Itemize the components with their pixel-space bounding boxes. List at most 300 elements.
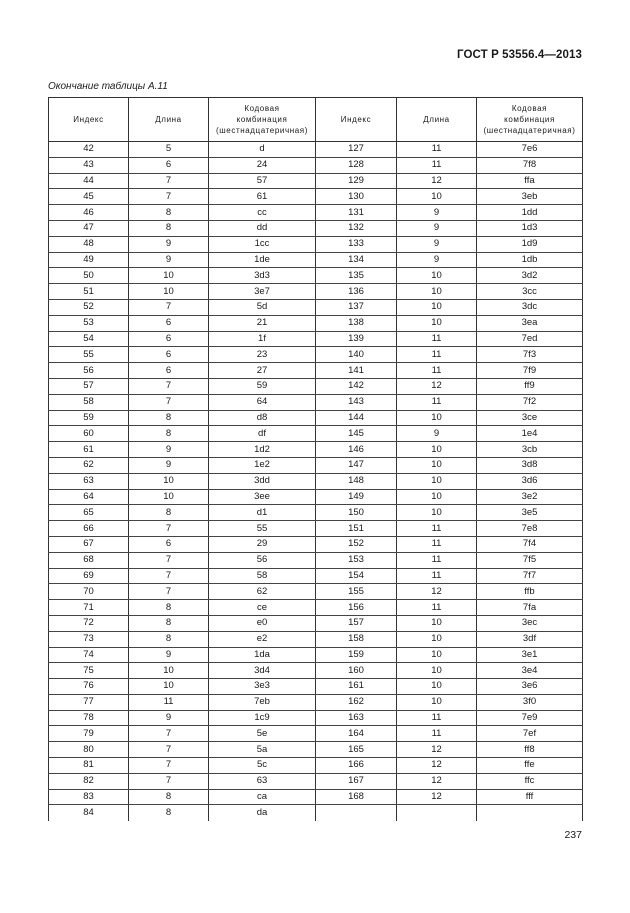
length-right-cell: 10 bbox=[397, 473, 477, 489]
code-right-cell: 7f2 bbox=[477, 394, 583, 410]
length-right-cell: 9 bbox=[397, 252, 477, 268]
table-row bbox=[49, 363, 583, 379]
index-left-cell: 68 bbox=[49, 552, 129, 568]
length-left-cell: 6 bbox=[129, 331, 209, 347]
table-row bbox=[49, 442, 583, 458]
code-right-cell: 3ea bbox=[477, 315, 583, 331]
header-code-right bbox=[477, 98, 583, 142]
code-right-cell: 3cb bbox=[477, 442, 583, 458]
index-left-cell: 44 bbox=[49, 173, 129, 189]
table-row bbox=[49, 299, 583, 315]
index-right-cell: 150 bbox=[316, 505, 397, 521]
table-row bbox=[49, 758, 583, 774]
table-row bbox=[49, 584, 583, 600]
index-left-cell: 82 bbox=[49, 773, 129, 789]
table-row bbox=[49, 521, 583, 537]
code-right-cell: 7e6 bbox=[477, 142, 583, 158]
code-right-cell: 7f5 bbox=[477, 552, 583, 568]
table-row bbox=[49, 410, 583, 426]
header-code-line3: (шестнадцатеричная) bbox=[216, 126, 308, 135]
table-row bbox=[49, 347, 583, 363]
code-left-cell: 27 bbox=[209, 363, 316, 379]
table-row bbox=[49, 157, 583, 173]
code-left-cell: 64 bbox=[209, 394, 316, 410]
code-left-cell: 56 bbox=[209, 552, 316, 568]
length-left-cell: 9 bbox=[129, 647, 209, 663]
table-row bbox=[49, 173, 583, 189]
length-right-cell: 11 bbox=[397, 142, 477, 158]
index-right-cell: 139 bbox=[316, 331, 397, 347]
length-right-cell: 11 bbox=[397, 726, 477, 742]
index-left-cell: 58 bbox=[49, 394, 129, 410]
length-left-cell: 8 bbox=[129, 805, 209, 822]
index-right-cell: 154 bbox=[316, 568, 397, 584]
length-left-cell: 8 bbox=[129, 505, 209, 521]
length-right-cell: 9 bbox=[397, 220, 477, 236]
code-right-cell: 3d2 bbox=[477, 268, 583, 284]
length-right-cell: 10 bbox=[397, 299, 477, 315]
length-right-cell bbox=[397, 805, 477, 822]
code-right-cell: ff8 bbox=[477, 742, 583, 758]
index-left-cell: 43 bbox=[49, 157, 129, 173]
length-right-cell: 10 bbox=[397, 694, 477, 710]
table-row bbox=[49, 536, 583, 552]
index-left-cell: 56 bbox=[49, 363, 129, 379]
code-right-cell: 3e5 bbox=[477, 505, 583, 521]
index-right-cell: 133 bbox=[316, 236, 397, 252]
code-left-cell: 59 bbox=[209, 378, 316, 394]
length-right-cell: 12 bbox=[397, 773, 477, 789]
index-left-cell: 71 bbox=[49, 600, 129, 616]
table-row bbox=[49, 205, 583, 221]
index-right-cell: 163 bbox=[316, 710, 397, 726]
header-code-left bbox=[209, 98, 316, 142]
header-code-line2: комбинация bbox=[504, 115, 555, 124]
table-row bbox=[49, 631, 583, 647]
table-row bbox=[49, 378, 583, 394]
index-right-cell: 128 bbox=[316, 157, 397, 173]
code-right-cell: 1e4 bbox=[477, 426, 583, 442]
code-right-cell: 3e1 bbox=[477, 647, 583, 663]
length-left-cell: 6 bbox=[129, 157, 209, 173]
length-right-cell: 9 bbox=[397, 236, 477, 252]
table-row bbox=[49, 457, 583, 473]
index-left-cell: 63 bbox=[49, 473, 129, 489]
length-right-cell: 11 bbox=[397, 710, 477, 726]
code-right-cell: 3e6 bbox=[477, 679, 583, 695]
length-right-cell: 12 bbox=[397, 173, 477, 189]
code-left-cell: 3d4 bbox=[209, 663, 316, 679]
code-left-cell: 5e bbox=[209, 726, 316, 742]
length-left-cell: 8 bbox=[129, 600, 209, 616]
header-length-left: Длина bbox=[129, 98, 209, 142]
table-header-row bbox=[49, 98, 583, 142]
index-right-cell: 129 bbox=[316, 173, 397, 189]
length-right-cell: 10 bbox=[397, 410, 477, 426]
index-left-cell: 49 bbox=[49, 252, 129, 268]
index-right-cell: 161 bbox=[316, 679, 397, 695]
table-row bbox=[49, 615, 583, 631]
table-row bbox=[49, 252, 583, 268]
length-right-cell: 10 bbox=[397, 631, 477, 647]
header-index-left: Индекс bbox=[49, 98, 129, 142]
code-right-cell: 3cc bbox=[477, 284, 583, 300]
code-left-cell: 21 bbox=[209, 315, 316, 331]
code-right-cell: 7e9 bbox=[477, 710, 583, 726]
index-right-cell: 159 bbox=[316, 647, 397, 663]
index-right-cell: 166 bbox=[316, 758, 397, 774]
length-left-cell: 8 bbox=[129, 220, 209, 236]
index-left-cell: 80 bbox=[49, 742, 129, 758]
length-right-cell: 10 bbox=[397, 457, 477, 473]
length-right-cell: 11 bbox=[397, 394, 477, 410]
length-left-cell: 7 bbox=[129, 189, 209, 205]
table-row bbox=[49, 773, 583, 789]
code-left-cell: 1e2 bbox=[209, 457, 316, 473]
index-right-cell: 153 bbox=[316, 552, 397, 568]
code-left-cell: 29 bbox=[209, 536, 316, 552]
index-left-cell: 83 bbox=[49, 789, 129, 805]
code-right-cell: 7ef bbox=[477, 726, 583, 742]
table-row bbox=[49, 426, 583, 442]
code-right-cell: 1dd bbox=[477, 205, 583, 221]
index-left-cell: 57 bbox=[49, 378, 129, 394]
table-caption: Окончание таблицы А.11 bbox=[48, 81, 168, 92]
code-left-cell: ca bbox=[209, 789, 316, 805]
length-right-cell: 12 bbox=[397, 758, 477, 774]
index-right-cell: 134 bbox=[316, 252, 397, 268]
length-right-cell: 11 bbox=[397, 536, 477, 552]
length-right-cell: 9 bbox=[397, 426, 477, 442]
table-row bbox=[49, 220, 583, 236]
length-right-cell: 11 bbox=[397, 552, 477, 568]
index-right-cell: 131 bbox=[316, 205, 397, 221]
code-right-cell: 7f9 bbox=[477, 363, 583, 379]
index-left-cell: 59 bbox=[49, 410, 129, 426]
length-right-cell: 10 bbox=[397, 615, 477, 631]
code-right-cell: 3df bbox=[477, 631, 583, 647]
index-left-cell: 62 bbox=[49, 457, 129, 473]
table-row bbox=[49, 805, 583, 822]
code-right-cell: 1d9 bbox=[477, 236, 583, 252]
length-right-cell: 9 bbox=[397, 205, 477, 221]
standard-designation: ГОСТ Р 53556.4—2013 bbox=[457, 49, 582, 61]
length-left-cell: 10 bbox=[129, 284, 209, 300]
length-right-cell: 12 bbox=[397, 742, 477, 758]
length-left-cell: 10 bbox=[129, 489, 209, 505]
length-left-cell: 6 bbox=[129, 363, 209, 379]
length-left-cell: 7 bbox=[129, 378, 209, 394]
code-left-cell: 23 bbox=[209, 347, 316, 363]
code-right-cell: 3dc bbox=[477, 299, 583, 315]
index-right-cell: 157 bbox=[316, 615, 397, 631]
length-left-cell: 8 bbox=[129, 631, 209, 647]
length-left-cell: 10 bbox=[129, 663, 209, 679]
index-right-cell: 130 bbox=[316, 189, 397, 205]
index-left-cell: 54 bbox=[49, 331, 129, 347]
index-left-cell: 72 bbox=[49, 615, 129, 631]
length-right-cell: 11 bbox=[397, 157, 477, 173]
index-left-cell: 77 bbox=[49, 694, 129, 710]
code-left-cell: 5c bbox=[209, 758, 316, 774]
table-row bbox=[49, 394, 583, 410]
length-right-cell: 11 bbox=[397, 600, 477, 616]
length-right-cell: 10 bbox=[397, 489, 477, 505]
index-left-cell: 48 bbox=[49, 236, 129, 252]
header-code-line1: Кодовая bbox=[244, 104, 280, 113]
length-left-cell: 9 bbox=[129, 710, 209, 726]
index-left-cell: 50 bbox=[49, 268, 129, 284]
length-left-cell: 7 bbox=[129, 552, 209, 568]
index-right-cell: 145 bbox=[316, 426, 397, 442]
length-right-cell: 10 bbox=[397, 647, 477, 663]
length-left-cell: 7 bbox=[129, 299, 209, 315]
length-right-cell: 11 bbox=[397, 347, 477, 363]
index-left-cell: 73 bbox=[49, 631, 129, 647]
length-left-cell: 5 bbox=[129, 142, 209, 158]
table-row bbox=[49, 742, 583, 758]
code-left-cell: 3ee bbox=[209, 489, 316, 505]
code-left-cell: 1c9 bbox=[209, 710, 316, 726]
index-right-cell: 151 bbox=[316, 521, 397, 537]
header-code-line2: комбинация bbox=[236, 115, 288, 124]
code-left-cell: da bbox=[209, 805, 316, 822]
table-row bbox=[49, 552, 583, 568]
index-right-cell: 149 bbox=[316, 489, 397, 505]
index-right-cell: 144 bbox=[316, 410, 397, 426]
index-right-cell: 147 bbox=[316, 457, 397, 473]
length-right-cell: 12 bbox=[397, 378, 477, 394]
code-left-cell: 57 bbox=[209, 173, 316, 189]
code-left-cell: 55 bbox=[209, 521, 316, 537]
length-right-cell: 10 bbox=[397, 189, 477, 205]
length-right-cell: 10 bbox=[397, 679, 477, 695]
length-left-cell: 11 bbox=[129, 694, 209, 710]
table-row bbox=[49, 789, 583, 805]
length-left-cell: 8 bbox=[129, 426, 209, 442]
header-length-right: Длина bbox=[397, 98, 477, 142]
table-row bbox=[49, 694, 583, 710]
code-table bbox=[48, 97, 583, 821]
index-left-cell: 46 bbox=[49, 205, 129, 221]
table-row bbox=[49, 142, 583, 158]
code-left-cell: 1da bbox=[209, 647, 316, 663]
index-right-cell: 127 bbox=[316, 142, 397, 158]
index-right-cell: 138 bbox=[316, 315, 397, 331]
code-left-cell: 61 bbox=[209, 189, 316, 205]
index-right-cell: 156 bbox=[316, 600, 397, 616]
index-left-cell: 75 bbox=[49, 663, 129, 679]
code-left-cell: 3dd bbox=[209, 473, 316, 489]
code-left-cell: 3d3 bbox=[209, 268, 316, 284]
table-row bbox=[49, 331, 583, 347]
code-right-cell: 3ce bbox=[477, 410, 583, 426]
length-right-cell: 10 bbox=[397, 505, 477, 521]
index-left-cell: 70 bbox=[49, 584, 129, 600]
code-right-cell bbox=[477, 805, 583, 822]
code-left-cell: ce bbox=[209, 600, 316, 616]
code-right-cell: 7f4 bbox=[477, 536, 583, 552]
length-left-cell: 7 bbox=[129, 173, 209, 189]
length-left-cell: 8 bbox=[129, 615, 209, 631]
length-left-cell: 7 bbox=[129, 568, 209, 584]
index-left-cell: 84 bbox=[49, 805, 129, 822]
length-right-cell: 10 bbox=[397, 442, 477, 458]
index-right-cell: 143 bbox=[316, 394, 397, 410]
index-right-cell: 137 bbox=[316, 299, 397, 315]
code-right-cell: 7f8 bbox=[477, 157, 583, 173]
code-right-cell: 3eb bbox=[477, 189, 583, 205]
code-left-cell: cc bbox=[209, 205, 316, 221]
code-left-cell: 58 bbox=[209, 568, 316, 584]
length-right-cell: 10 bbox=[397, 284, 477, 300]
index-left-cell: 53 bbox=[49, 315, 129, 331]
code-right-cell: 7fa bbox=[477, 600, 583, 616]
code-right-cell: ff9 bbox=[477, 378, 583, 394]
code-right-cell: 1d3 bbox=[477, 220, 583, 236]
length-left-cell: 6 bbox=[129, 347, 209, 363]
code-left-cell: e2 bbox=[209, 631, 316, 647]
index-right-cell: 148 bbox=[316, 473, 397, 489]
table-row bbox=[49, 568, 583, 584]
index-left-cell: 69 bbox=[49, 568, 129, 584]
index-left-cell: 81 bbox=[49, 758, 129, 774]
length-right-cell: 10 bbox=[397, 663, 477, 679]
table-row bbox=[49, 600, 583, 616]
code-right-cell: 1db bbox=[477, 252, 583, 268]
index-right-cell: 136 bbox=[316, 284, 397, 300]
code-right-cell: 3e4 bbox=[477, 663, 583, 679]
index-right-cell: 167 bbox=[316, 773, 397, 789]
index-right-cell: 158 bbox=[316, 631, 397, 647]
index-left-cell: 52 bbox=[49, 299, 129, 315]
code-left-cell: 1cc bbox=[209, 236, 316, 252]
index-left-cell: 76 bbox=[49, 679, 129, 695]
length-left-cell: 7 bbox=[129, 584, 209, 600]
code-left-cell: 7eb bbox=[209, 694, 316, 710]
table-row bbox=[49, 710, 583, 726]
table-row bbox=[49, 663, 583, 679]
table-row bbox=[49, 236, 583, 252]
length-right-cell: 11 bbox=[397, 521, 477, 537]
index-right-cell: 141 bbox=[316, 363, 397, 379]
index-left-cell: 51 bbox=[49, 284, 129, 300]
code-left-cell: 63 bbox=[209, 773, 316, 789]
length-left-cell: 8 bbox=[129, 789, 209, 805]
table-row bbox=[49, 189, 583, 205]
code-left-cell: 1de bbox=[209, 252, 316, 268]
table-row bbox=[49, 679, 583, 695]
length-left-cell: 10 bbox=[129, 473, 209, 489]
length-left-cell: 9 bbox=[129, 252, 209, 268]
length-right-cell: 11 bbox=[397, 568, 477, 584]
table-row bbox=[49, 284, 583, 300]
code-right-cell: ffe bbox=[477, 758, 583, 774]
index-left-cell: 47 bbox=[49, 220, 129, 236]
index-left-cell: 74 bbox=[49, 647, 129, 663]
code-left-cell: 3e7 bbox=[209, 284, 316, 300]
length-left-cell: 7 bbox=[129, 773, 209, 789]
index-left-cell: 60 bbox=[49, 426, 129, 442]
length-right-cell: 11 bbox=[397, 363, 477, 379]
length-left-cell: 7 bbox=[129, 726, 209, 742]
table-row bbox=[49, 473, 583, 489]
code-right-cell: fff bbox=[477, 789, 583, 805]
length-left-cell: 8 bbox=[129, 205, 209, 221]
code-left-cell: 5a bbox=[209, 742, 316, 758]
index-left-cell: 67 bbox=[49, 536, 129, 552]
length-right-cell: 12 bbox=[397, 584, 477, 600]
index-left-cell: 55 bbox=[49, 347, 129, 363]
length-left-cell: 7 bbox=[129, 394, 209, 410]
index-right-cell: 165 bbox=[316, 742, 397, 758]
code-right-cell: ffb bbox=[477, 584, 583, 600]
index-right-cell: 132 bbox=[316, 220, 397, 236]
index-left-cell: 61 bbox=[49, 442, 129, 458]
length-right-cell: 10 bbox=[397, 268, 477, 284]
length-left-cell: 7 bbox=[129, 521, 209, 537]
length-left-cell: 7 bbox=[129, 742, 209, 758]
header-index-right: Индекс bbox=[316, 98, 397, 142]
code-right-cell: ffa bbox=[477, 173, 583, 189]
index-left-cell: 79 bbox=[49, 726, 129, 742]
code-left-cell: 1d2 bbox=[209, 442, 316, 458]
length-left-cell: 10 bbox=[129, 268, 209, 284]
index-right-cell: 142 bbox=[316, 378, 397, 394]
table-row bbox=[49, 647, 583, 663]
code-left-cell: dd bbox=[209, 220, 316, 236]
index-right-cell: 162 bbox=[316, 694, 397, 710]
code-right-cell: 7e8 bbox=[477, 521, 583, 537]
index-right-cell: 164 bbox=[316, 726, 397, 742]
index-left-cell: 64 bbox=[49, 489, 129, 505]
code-left-cell: 1f bbox=[209, 331, 316, 347]
code-right-cell: 7ed bbox=[477, 331, 583, 347]
index-right-cell: 146 bbox=[316, 442, 397, 458]
header-code-line1: Кодовая bbox=[511, 104, 548, 113]
index-left-cell: 78 bbox=[49, 710, 129, 726]
table-row bbox=[49, 726, 583, 742]
index-right-cell: 160 bbox=[316, 663, 397, 679]
code-left-cell: d8 bbox=[209, 410, 316, 426]
code-right-cell: 7f7 bbox=[477, 568, 583, 584]
index-left-cell: 66 bbox=[49, 521, 129, 537]
code-right-cell: 3d8 bbox=[477, 457, 583, 473]
table-row bbox=[49, 315, 583, 331]
length-left-cell: 9 bbox=[129, 457, 209, 473]
code-right-cell: 3f0 bbox=[477, 694, 583, 710]
table-row bbox=[49, 489, 583, 505]
code-right-cell: 3d6 bbox=[477, 473, 583, 489]
code-right-cell: 7f3 bbox=[477, 347, 583, 363]
code-right-cell: ffc bbox=[477, 773, 583, 789]
length-left-cell: 9 bbox=[129, 236, 209, 252]
code-right-cell: 3ec bbox=[477, 615, 583, 631]
code-left-cell: e0 bbox=[209, 615, 316, 631]
code-left-cell: 62 bbox=[209, 584, 316, 600]
length-right-cell: 12 bbox=[397, 789, 477, 805]
index-right-cell: 155 bbox=[316, 584, 397, 600]
index-right-cell: 140 bbox=[316, 347, 397, 363]
length-left-cell: 6 bbox=[129, 315, 209, 331]
index-right-cell bbox=[316, 805, 397, 822]
code-left-cell: 3e3 bbox=[209, 679, 316, 695]
index-right-cell: 152 bbox=[316, 536, 397, 552]
index-left-cell: 65 bbox=[49, 505, 129, 521]
length-right-cell: 11 bbox=[397, 331, 477, 347]
code-left-cell: df bbox=[209, 426, 316, 442]
page-number: 237 bbox=[564, 829, 582, 841]
